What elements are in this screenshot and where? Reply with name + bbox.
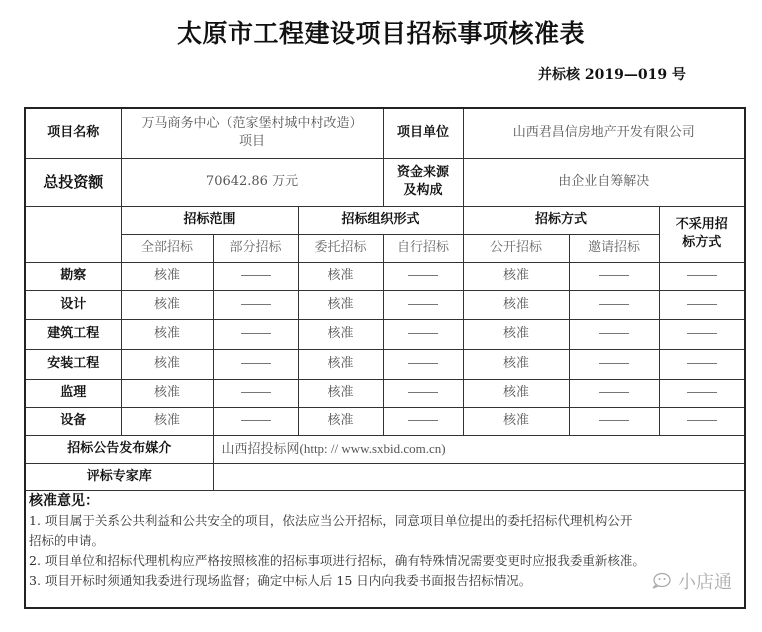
investment-row	[25, 158, 745, 206]
dash-cell	[569, 262, 659, 290]
dash-mark	[687, 420, 717, 421]
subheader-full-tender: 全部招标	[121, 234, 213, 262]
comment-line: 招标的申请。	[29, 532, 105, 548]
dash-mark	[687, 363, 717, 364]
comments-cell	[25, 490, 745, 608]
comments-title: 核准意见：	[29, 492, 99, 509]
dash-mark	[241, 392, 271, 393]
dash-mark	[599, 333, 629, 334]
table-row	[25, 379, 745, 407]
dash-cell	[383, 262, 463, 290]
row-label: 设备	[25, 407, 121, 435]
dash-cell	[383, 290, 463, 319]
project-name-label: 项目名称	[25, 108, 121, 158]
dash-cell	[659, 379, 745, 407]
expert-label: 评标专家库	[25, 463, 213, 490]
dash-cell	[213, 407, 298, 435]
dash-mark	[408, 333, 438, 334]
watermark-text: 小店通	[678, 572, 732, 593]
expert-row	[25, 463, 745, 490]
row-label: 建筑工程	[25, 319, 121, 349]
dash-mark	[408, 420, 438, 421]
cell-value: 核准	[463, 262, 569, 290]
dash-mark	[687, 333, 717, 334]
cell-value: 核准	[463, 407, 569, 435]
comment-line: 2. 项目单位和招标代理机构应严格按照核准的招标事项进行招标，确有特殊情况需要变更时应报我委重新核准。	[29, 552, 645, 568]
dash-cell	[383, 349, 463, 379]
cell-value: 核准	[463, 290, 569, 319]
watermark	[650, 568, 732, 594]
sub-header-row	[25, 234, 745, 262]
subheader-entrusted-tender: 委托招标	[298, 234, 383, 262]
cell-value: 核准	[121, 262, 213, 290]
dash-cell	[659, 290, 745, 319]
investment-value: 70642.86 万元	[121, 158, 383, 206]
dash-cell	[569, 349, 659, 379]
dash-cell	[569, 290, 659, 319]
dash-mark	[408, 363, 438, 364]
expert-value	[213, 463, 745, 490]
header-method: 招标方式	[463, 206, 659, 234]
dash-cell	[569, 379, 659, 407]
cell-value: 核准	[463, 319, 569, 349]
cell-value: 核准	[298, 349, 383, 379]
corner-cell	[25, 206, 121, 262]
subheader-open-tender: 公开招标	[463, 234, 569, 262]
comment-line: 3. 项目开标时须通知我委进行现场监督；确定中标人后 15 日内向我委书面报告招标情况。	[29, 572, 532, 588]
dash-mark	[687, 392, 717, 393]
document-number: 并标核 2019—019 号	[538, 67, 686, 83]
funding-source-label: 资金来源 及构成	[383, 158, 463, 206]
cell-value: 核准	[298, 262, 383, 290]
dash-mark	[241, 333, 271, 334]
cell-value: 核准	[121, 407, 213, 435]
cell-value: 核准	[298, 290, 383, 319]
dash-cell	[569, 319, 659, 349]
dash-mark	[408, 304, 438, 305]
comments-row	[25, 490, 745, 608]
approval-table	[24, 107, 746, 609]
dash-mark	[599, 420, 629, 421]
header-no-tender: 不采用招 标方式	[659, 206, 745, 262]
dash-mark	[241, 304, 271, 305]
row-label: 勘察	[25, 262, 121, 290]
dash-mark	[599, 392, 629, 393]
cell-value: 核准	[463, 379, 569, 407]
dash-cell	[213, 262, 298, 290]
dash-mark	[241, 275, 271, 276]
dash-mark	[241, 363, 271, 364]
cell-value: 核准	[121, 349, 213, 379]
dash-cell	[659, 349, 745, 379]
cell-value: 核准	[298, 379, 383, 407]
dash-mark	[599, 363, 629, 364]
dash-cell	[213, 319, 298, 349]
cell-value: 核准	[121, 290, 213, 319]
cell-value: 核准	[298, 407, 383, 435]
dash-mark	[241, 420, 271, 421]
dash-cell	[659, 407, 745, 435]
table-row	[25, 349, 745, 379]
table-row	[25, 319, 745, 349]
cell-value: 核准	[463, 349, 569, 379]
dash-cell	[659, 319, 745, 349]
investment-label: 总投资额	[25, 158, 121, 206]
project-unit-label: 项目单位	[383, 108, 463, 158]
media-label: 招标公告发布媒介	[25, 435, 213, 463]
header-organization: 招标组织形式	[298, 206, 463, 234]
table-row	[25, 407, 745, 435]
wechat-icon	[650, 572, 672, 590]
dash-cell	[213, 349, 298, 379]
header-scope: 招标范围	[121, 206, 298, 234]
comment-line: 1. 项目属于关系公共利益和公共安全的项目，依法应当公开招标，同意项目单位提出的委托招标代理机构公开	[29, 512, 633, 528]
dash-mark	[599, 275, 629, 276]
group-header-row	[25, 206, 745, 234]
row-label: 设计	[25, 290, 121, 319]
dash-cell	[383, 407, 463, 435]
subheader-partial-tender: 部分招标	[213, 234, 298, 262]
project-unit-value: 山西君昌信房地产开发有限公司	[463, 108, 745, 158]
dash-cell	[383, 379, 463, 407]
cell-value: 核准	[121, 379, 213, 407]
media-row	[25, 435, 745, 463]
subheader-invited-tender: 邀请招标	[569, 234, 659, 262]
dash-mark	[599, 304, 629, 305]
dash-mark	[408, 275, 438, 276]
table-row	[25, 262, 745, 290]
dash-cell	[213, 379, 298, 407]
dash-mark	[687, 275, 717, 276]
subheader-self-tender: 自行招标	[383, 234, 463, 262]
dash-cell	[383, 319, 463, 349]
dash-cell	[659, 262, 745, 290]
cell-value: 核准	[298, 319, 383, 349]
row-label: 安装工程	[25, 349, 121, 379]
project-name-row	[25, 108, 745, 158]
funding-source-value: 由企业自筹解决	[463, 158, 745, 206]
dash-mark	[408, 392, 438, 393]
row-label: 监理	[25, 379, 121, 407]
document-title: 太原市工程建设项目招标事项核准表	[176, 19, 585, 48]
cell-value: 核准	[121, 319, 213, 349]
dash-cell	[213, 290, 298, 319]
media-value: 山西招投标网(http: // www.sxbid.com.cn)	[213, 435, 745, 463]
table-row	[25, 290, 745, 319]
dash-mark	[687, 304, 717, 305]
project-name-value: 万马商务中心（范家堡村城中村改造） 项目	[121, 108, 383, 158]
dash-cell	[569, 407, 659, 435]
